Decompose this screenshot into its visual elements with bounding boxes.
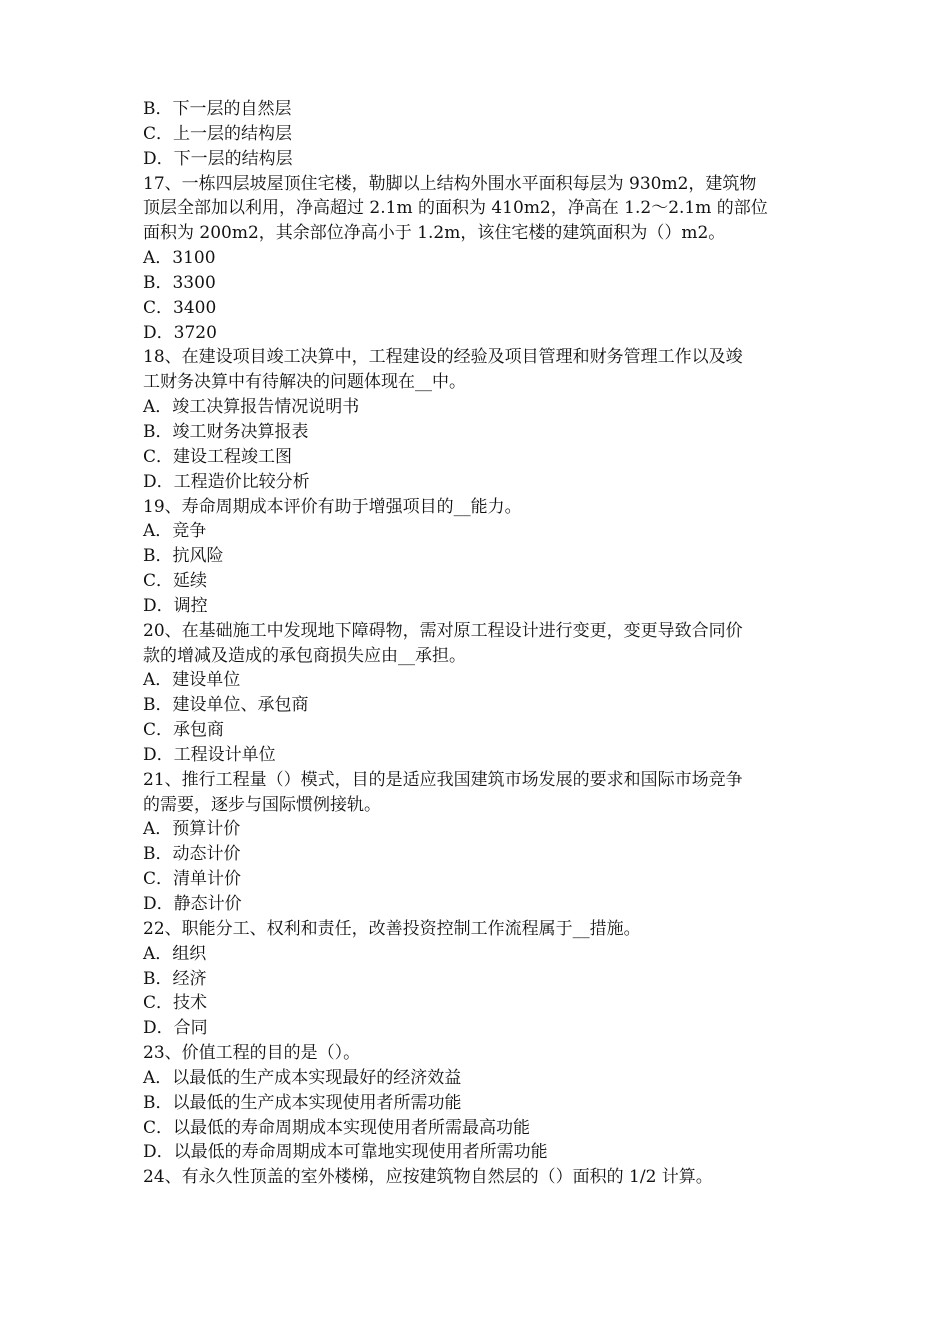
option-line: C．技术: [143, 993, 208, 1014]
question-line: 17、一栋四层坡屋顶住宅楼，勒脚以上结构外围水平面积每层为 930m2，建筑物: [143, 173, 757, 194]
option-line: D．3720: [143, 322, 217, 343]
option-line: B．抗风险: [143, 546, 224, 567]
option-line: C．建设工程竣工图: [143, 446, 293, 467]
question-line: 18、在建设项目竣工决算中，工程建设的经验及项目管理和财务管理工作以及竣: [143, 347, 743, 368]
question-line: 20、在基础施工中发现地下障碍物，需对原工程设计进行变更，变更导致合同价: [143, 620, 743, 641]
option-line: C．清单计价: [143, 869, 242, 890]
option-line: A．3100: [143, 248, 216, 269]
question-line: 23、价值工程的目的是（）。: [143, 1043, 361, 1064]
option-line: B．动态计价: [143, 844, 241, 865]
option-line: A．预算计价: [143, 819, 241, 840]
option-line: C．3400: [143, 297, 217, 318]
option-line: A．竞争: [143, 521, 207, 542]
question-line: 21、推行工程量（）模式，目的是适应我国建筑市场发展的要求和国际市场竞争: [143, 769, 743, 790]
option-line: B．建设单位、承包商: [143, 695, 309, 716]
option-line: D．调控: [143, 595, 208, 616]
question-line: 24、有永久性顶盖的室外楼梯，应按建筑物自然层的（）面积的 1/2 计算。: [143, 1167, 713, 1188]
option-line: B．经济: [143, 968, 207, 989]
option-line: D．下一层的结构层: [143, 148, 293, 169]
option-line: C．承包商: [143, 720, 225, 741]
option-line: C．延续: [143, 571, 208, 592]
option-line: B．竣工财务决算报表: [143, 421, 309, 442]
option-line: C．以最低的寿命周期成本实现使用者所需最高功能: [143, 1117, 531, 1138]
option-line: C．上一层的结构层: [143, 123, 293, 144]
option-line: B．以最低的生产成本实现使用者所需功能: [143, 1092, 462, 1113]
question-line: 22、职能分工、权利和责任，改善投资控制工作流程属于__措施。: [143, 918, 641, 939]
option-line: D．合同: [143, 1018, 208, 1039]
document-page: [143, 97, 833, 1190]
option-line: D．工程设计单位: [143, 744, 276, 765]
question-line: 19、寿命周期成本评价有助于增强项目的__能力。: [143, 496, 522, 517]
option-line: D．静态计价: [143, 894, 242, 914]
option-line: A．建设单位: [143, 670, 241, 691]
option-line: A．组织: [143, 943, 207, 964]
option-line: D．以最低的寿命周期成本可靠地实现使用者所需功能: [143, 1142, 548, 1163]
option-line: D．工程造价比较分析: [143, 471, 310, 492]
option-line: A．以最低的生产成本实现最好的经济效益: [143, 1067, 462, 1088]
question-line: 款的增减及造成的承包商损失应由__承担。: [143, 645, 466, 666]
option-line: B．下一层的自然层: [143, 99, 292, 119]
option-line: A．竣工决算报告情况说明书: [143, 397, 360, 418]
question-line: 工财务决算中有待解决的问题体现在__中。: [143, 372, 466, 393]
option-line: B．3300: [143, 272, 216, 293]
question-line: 面积为 200m2，其余部位净高小于 1.2m，该住宅楼的建筑面积为（）m2。: [143, 223, 726, 244]
question-line: 的需要，逐步与国际惯例接轨。: [143, 794, 381, 815]
question-line: 顶层全部加以利用，净高超过 2.1m 的面积为 410m2，净高在 1.2～2.1m 的部位: [143, 198, 768, 219]
